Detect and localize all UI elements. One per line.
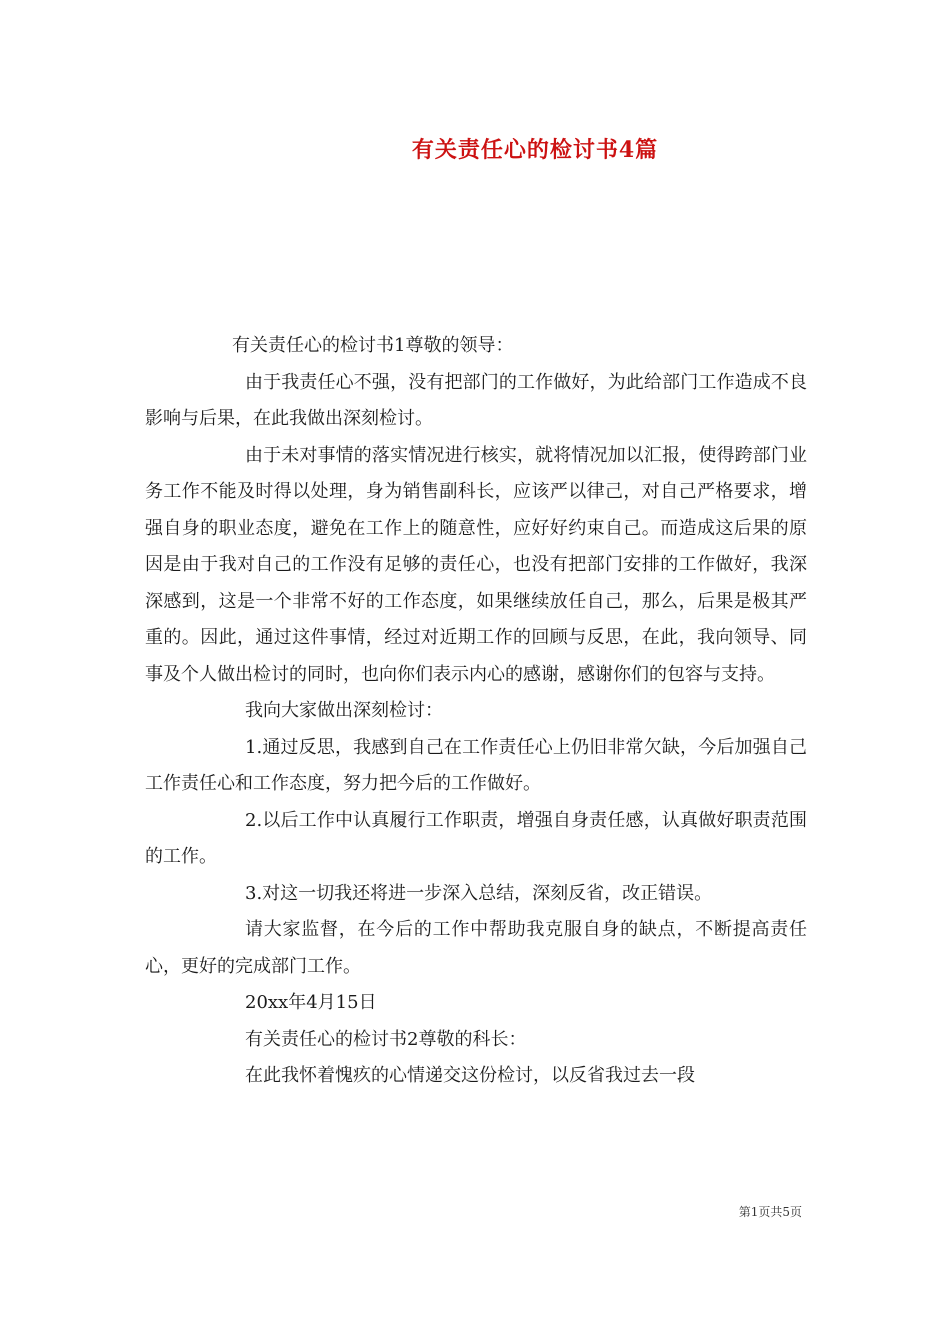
- list-item: 3.对这一切我还将进一步深入总结，深刻反省，改正错误。: [245, 882, 713, 904]
- paragraph: 由于未对事情的落实情况进行核实，就将情况加以汇报，使得跨部门业务工作不能及时得以处理，身为销售副科长，应该严以律己，对自己严格要求，增强自身的职业态度，避免在工作上的随意性，应好好约束自己。而造成这后果的原因是由于我对自己的工作没有足够的责任心，也没有把部门安排的工作做好，我深深感到，这是一个非常不好的工作态度，如果继续放任自己，那么，后果是极其严重的。因此，通过这件事情，经过对近期工作的回顾与反思，在此，我向领导、同事及个人做出检讨的同时，也向你们表示内心的感谢，感谢你们的包容与支持。: [145, 444, 807, 685]
- paragraph-heading-2: 有关责任心的检讨书2尊敬的科长：: [245, 1028, 527, 1050]
- date-line: 20xx年4月15日: [245, 992, 377, 1013]
- page-number: 第1页共5页: [738, 1205, 802, 1219]
- paragraph: 请大家监督，在今后的工作中帮助我克服自身的缺点，不断提高责任心，更好的完成部门工作。: [145, 919, 807, 977]
- list-item: 2.以后工作中认真履行工作职责，增强自身责任感，认真做好职责范围的工作。: [145, 809, 807, 867]
- paragraph: 在此我怀着愧疚的心情递交这份检讨，以反省我过去一段: [245, 1065, 695, 1086]
- document-title: 有关责任心的检讨书4篇: [411, 137, 659, 163]
- paragraph: 由于我责任心不强，没有把部门的工作做好，为此给部门工作造成不良影响与后果，在此我做出深刻检讨。: [145, 371, 807, 429]
- document-body: [145, 328, 807, 1095]
- paragraph-heading-1: 有关责任心的检讨书1尊敬的领导：: [232, 335, 514, 356]
- list-item: 1.通过反思，我感到自己在工作责任心上仍旧非常欠缺，今后加强自己工作责任心和工作态度，努力把今后的工作做好。: [145, 736, 807, 794]
- paragraph: 我向大家做出深刻检讨：: [245, 700, 443, 721]
